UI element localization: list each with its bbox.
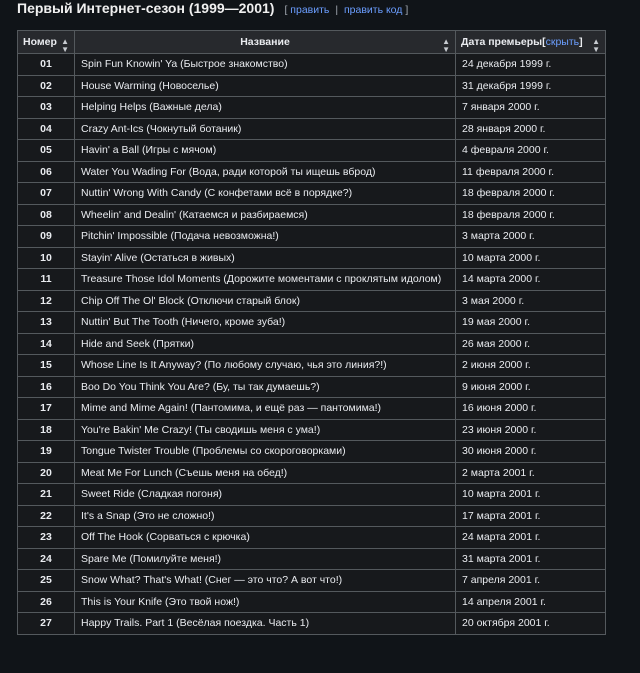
column-header-title[interactable] (75, 31, 456, 54)
table-row (18, 75, 606, 97)
episode-number-cell: 27 (18, 613, 75, 635)
table-row (18, 226, 606, 248)
episode-title-cell: Happy Trails. Part 1 (Весёлая поездка. Часть 1) (75, 613, 456, 635)
table-row (18, 118, 606, 140)
episode-number-cell: 09 (18, 226, 75, 248)
premiere-date-cell: 19 мая 2000 г. (456, 312, 606, 334)
episode-title-cell: Off The Hook (Сорваться с крючка) (75, 527, 456, 549)
hide-bracket-close: ] (579, 36, 583, 48)
column-header-number-label: Номер (23, 36, 57, 48)
episode-title-cell: House Warming (Новоселье) (75, 75, 456, 97)
section-title: Первый Интернет-сезон (1999—2001) (17, 0, 275, 16)
edit-separator: | (335, 4, 339, 16)
table-row (18, 419, 606, 441)
premiere-date-cell: 10 марта 2001 г. (456, 484, 606, 506)
premiere-date-cell: 7 января 2000 г. (456, 97, 606, 119)
episode-number-cell: 21 (18, 484, 75, 506)
episode-number-cell: 20 (18, 462, 75, 484)
column-header-date-label: Дата премьеры (461, 36, 543, 48)
episode-title-cell: Hide and Seek (Прятки) (75, 333, 456, 355)
episode-title-cell: Spare Me (Помилуйте меня!) (75, 548, 456, 570)
table-row (18, 204, 606, 226)
premiere-date-cell: 24 декабря 1999 г. (456, 54, 606, 76)
episode-title-cell: Mime and Mime Again! (Пантомима, и ещё раз — пантомима!) (75, 398, 456, 420)
hide-bracket-open: [ (542, 36, 546, 48)
episode-title-cell: Stayin' Alive (Остаться в живых) (75, 247, 456, 269)
episode-number-cell: 06 (18, 161, 75, 183)
episode-title-cell: Snow What? That's What! (Снег — это что? А вот что!) (75, 570, 456, 592)
episode-number-cell: 23 (18, 527, 75, 549)
table-row (18, 505, 606, 527)
episode-title-cell: Tongue Twister Trouble (Проблемы со скороговорками) (75, 441, 456, 463)
sort-arrows-icon[interactable]: ▲ ▼ (61, 37, 69, 54)
premiere-date-cell: 11 февраля 2000 г. (456, 161, 606, 183)
episode-title-cell: Chip Off The Ol' Block (Отключи старый блок) (75, 290, 456, 312)
episode-number-cell: 08 (18, 204, 75, 226)
episode-number-cell: 19 (18, 441, 75, 463)
episode-title-cell: Crazy Ant-Ics (Чокнутый ботаник) (75, 118, 456, 140)
episode-number-cell: 24 (18, 548, 75, 570)
section-header (17, 0, 408, 22)
table-row (18, 398, 606, 420)
column-header-date[interactable] (456, 31, 606, 54)
episode-number-cell: 15 (18, 355, 75, 377)
premiere-date-cell: 20 октября 2001 г. (456, 613, 606, 635)
episode-number-cell: 07 (18, 183, 75, 205)
episode-title-cell: Nuttin' But The Tooth (Ничего, кроме зуба!) (75, 312, 456, 334)
premiere-date-cell: 2 июня 2000 г. (456, 355, 606, 377)
table-row (18, 484, 606, 506)
edit-bracket-open: [ (284, 4, 288, 16)
premiere-date-cell: 9 июня 2000 г. (456, 376, 606, 398)
premiere-date-cell: 26 мая 2000 г. (456, 333, 606, 355)
column-header-title-label: Название (240, 36, 290, 48)
table-row (18, 269, 606, 291)
episode-number-cell: 22 (18, 505, 75, 527)
table-row (18, 527, 606, 549)
premiere-date-cell: 23 июня 2000 г. (456, 419, 606, 441)
premiere-date-cell: 4 февраля 2000 г. (456, 140, 606, 162)
table-row (18, 54, 606, 76)
premiere-date-cell: 16 июня 2000 г. (456, 398, 606, 420)
episode-title-cell: Whose Line Is It Anyway? (По любому случаю, чья это линия?!) (75, 355, 456, 377)
episode-title-cell: Water You Wading For (Вода, ради которой ты ищешь вброд) (75, 161, 456, 183)
episode-title-cell: Sweet Ride (Сладкая погоня) (75, 484, 456, 506)
column-header-number[interactable] (18, 31, 75, 54)
premiere-date-cell: 31 декабря 1999 г. (456, 75, 606, 97)
episode-number-cell: 05 (18, 140, 75, 162)
premiere-date-cell: 14 апреля 2001 г. (456, 591, 606, 613)
episode-number-cell: 14 (18, 333, 75, 355)
premiere-date-cell: 7 апреля 2001 г. (456, 570, 606, 592)
episode-number-cell: 10 (18, 247, 75, 269)
premiere-date-cell: 3 мая 2000 г. (456, 290, 606, 312)
episode-title-cell: Helping Helps (Важные дела) (75, 97, 456, 119)
episodes-table (17, 30, 606, 635)
premiere-date-cell: 14 марта 2000 г. (456, 269, 606, 291)
episode-number-cell: 17 (18, 398, 75, 420)
episode-title-cell: It's a Snap (Это не сложно!) (75, 505, 456, 527)
episode-title-cell: Meat Me For Lunch (Съешь меня на обед!) (75, 462, 456, 484)
table-row (18, 312, 606, 334)
table-row (18, 247, 606, 269)
edit-section-links (284, 4, 408, 16)
premiere-date-cell: 17 марта 2001 г. (456, 505, 606, 527)
episode-title-cell: Spin Fun Knowin' Ya (Быстрое знакомство) (75, 54, 456, 76)
premiere-date-cell: 30 июня 2000 г. (456, 441, 606, 463)
edit-link[interactable]: править (290, 4, 330, 16)
table-row (18, 570, 606, 592)
episode-number-cell: 25 (18, 570, 75, 592)
episode-number-cell: 03 (18, 97, 75, 119)
premiere-date-cell: 18 февраля 2000 г. (456, 183, 606, 205)
table-row (18, 333, 606, 355)
table-row (18, 462, 606, 484)
episode-number-cell: 12 (18, 290, 75, 312)
premiere-date-cell: 31 марта 2001 г. (456, 548, 606, 570)
episode-title-cell: Havin' a Ball (Игры с мячом) (75, 140, 456, 162)
episode-number-cell: 18 (18, 419, 75, 441)
edit-code-link[interactable]: править код (343, 4, 403, 16)
premiere-date-cell: 2 марта 2001 г. (456, 462, 606, 484)
table-header-row (18, 31, 606, 54)
table-row (18, 591, 606, 613)
table-row (18, 290, 606, 312)
premiere-date-cell: 3 марта 2000 г. (456, 226, 606, 248)
table-row (18, 441, 606, 463)
episode-title-cell: Boo Do You Think You Are? (Бу, ты так думаешь?) (75, 376, 456, 398)
episode-number-cell: 04 (18, 118, 75, 140)
table-row (18, 140, 606, 162)
episode-title-cell: Nuttin' Wrong With Candy (С конфетами всё в порядке?) (75, 183, 456, 205)
episode-number-cell: 16 (18, 376, 75, 398)
hide-column-link[interactable]: скрыть (545, 36, 580, 48)
episode-number-cell: 02 (18, 75, 75, 97)
sort-arrows-icon[interactable]: ▲ ▼ (442, 37, 450, 54)
premiere-date-cell: 24 марта 2001 г. (456, 527, 606, 549)
edit-bracket-close: ] (405, 4, 409, 16)
table-row (18, 161, 606, 183)
episode-title-cell: You're Bakin' Me Crazy! (Ты сводишь меня с ума!) (75, 419, 456, 441)
sort-arrows-icon[interactable]: ▲ ▼ (592, 37, 600, 54)
premiere-date-cell: 10 марта 2000 г. (456, 247, 606, 269)
episode-number-cell: 01 (18, 54, 75, 76)
episode-number-cell: 26 (18, 591, 75, 613)
episode-title-cell: Pitchin' Impossible (Подача невозможна!) (75, 226, 456, 248)
premiere-date-cell: 28 января 2000 г. (456, 118, 606, 140)
episode-number-cell: 13 (18, 312, 75, 334)
table-row (18, 183, 606, 205)
table-row (18, 355, 606, 377)
premiere-date-cell: 18 февраля 2000 г. (456, 204, 606, 226)
episode-title-cell: Treasure Those Idol Moments (Дорожите моментами с проклятым идолом) (75, 269, 456, 291)
table-row (18, 548, 606, 570)
episode-number-cell: 11 (18, 269, 75, 291)
table-row (18, 613, 606, 635)
table-row (18, 97, 606, 119)
episode-title-cell: Wheelin' and Dealin' (Катаемся и разбираемся) (75, 204, 456, 226)
table-row (18, 376, 606, 398)
episode-title-cell: This is Your Knife (Это твой нож!) (75, 591, 456, 613)
